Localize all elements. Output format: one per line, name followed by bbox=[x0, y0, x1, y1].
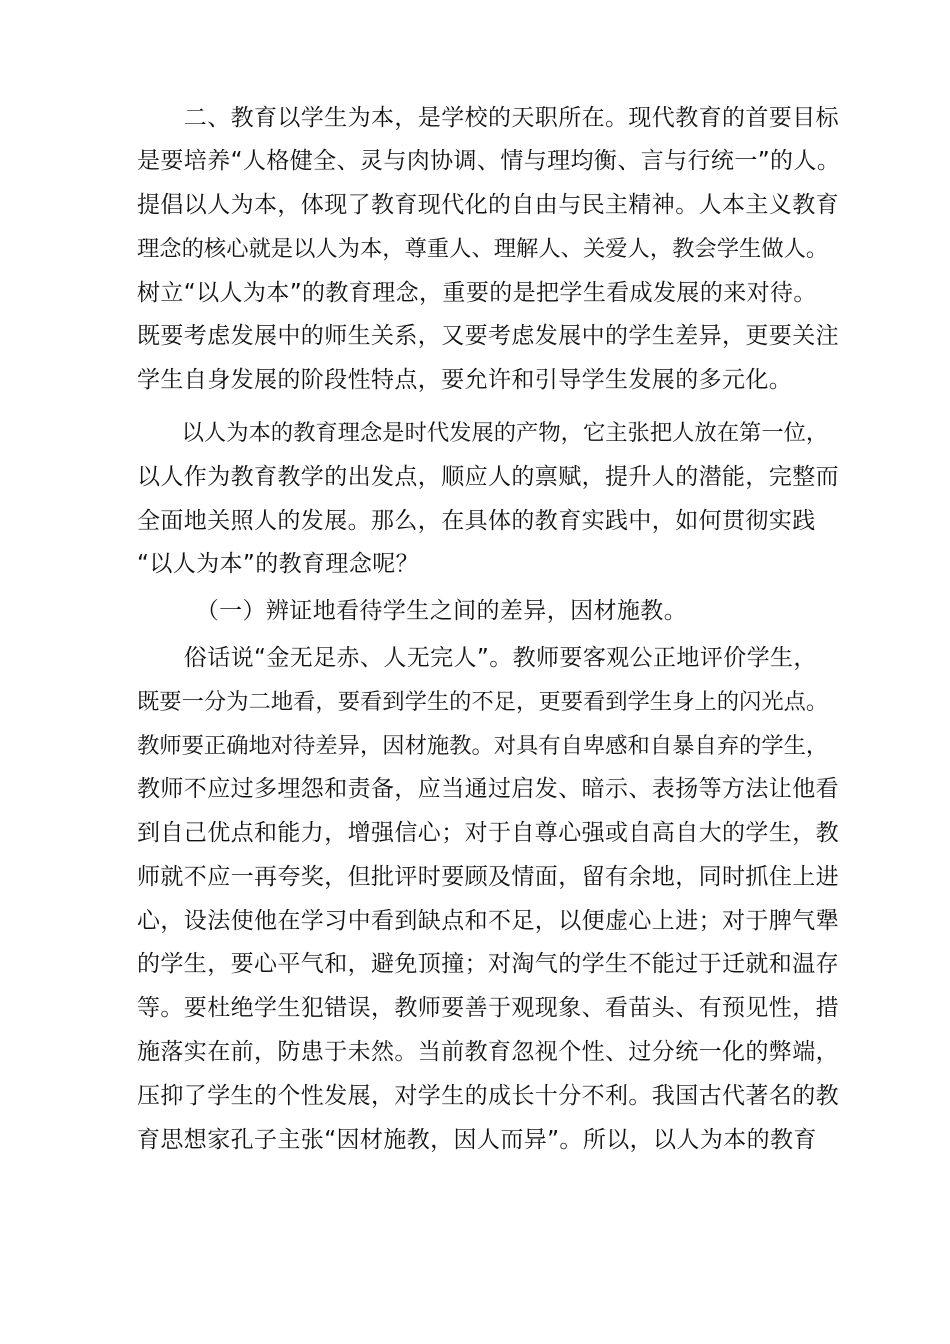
text-line: 理念的核心就是以人为本，尊重人、理解人、关爱人，教会学生做人。 bbox=[137, 236, 829, 262]
text-line: 师就不应一再夸奖，但批评时要顾及情面，留有余地，同时抓住上进 bbox=[137, 864, 839, 890]
text-line: 心，设法使他在学习中看到缺点和不足，以便虚心上进；对于脾气犟 bbox=[137, 908, 839, 934]
text-line: 树立“以人为本”的教育理念，重要的是把学生看成发展的来对待。 bbox=[137, 280, 817, 306]
text-line: 以人为本的教育理念是时代发展的产物，它主张把人放在第一位， bbox=[137, 420, 829, 446]
text-line: 既要一分为二地看，要看到学生的不足，更要看到学生身上的闪光点。 bbox=[137, 689, 829, 715]
text-line: 等。要杜绝学生犯错误，教师要善于观现象、看苗头、有预见性，措 bbox=[137, 995, 839, 1021]
text-line: 学生自身发展的阶段性特点，要允许和引导学生发展的多元化。 bbox=[137, 367, 793, 393]
text-line: 育思想家孔子主张“因材施教，因人而异”。所以，以人为本的教育 bbox=[137, 1127, 817, 1153]
text-line: 压抑了学生的个性发展，对学生的成长十分不利。我国古代著名的教 bbox=[137, 1083, 839, 1109]
text-line: 既要考虑发展中的师生关系，又要考虑发展中的学生差异，更要关注 bbox=[137, 323, 839, 349]
text-line: 施落实在前，防患于未然。当前教育忽视个性、过分统一化的弊端， bbox=[137, 1039, 839, 1065]
text-line: 的学生，要心平气和，避免顶撞；对淘气的学生不能过于迁就和温存 bbox=[137, 951, 839, 977]
text-line: 到自己优点和能力，增强信心；对于自尊心强或自高自大的学生，教 bbox=[137, 820, 839, 846]
text-line: 教师要正确地对待差异，因材施教。对具有自卑感和自暴自弃的学生， bbox=[137, 733, 829, 759]
text-line: 提倡以人为本，体现了教育现代化的自由与民主精神。人本主义教育 bbox=[137, 192, 839, 218]
text-line: 俗话说“金无足赤、人无完人”。教师要客观公正地评价学生， bbox=[137, 645, 817, 671]
text-line: 以人作为教育教学的出发点，顺应人的禀赋，提升人的潜能，完整而 bbox=[137, 464, 839, 490]
text-line: 教师不应过多埋怨和责备，应当通过启发、暗示、表扬等方法让他看 bbox=[137, 776, 839, 802]
text-line: 全面地关照人的发展。那么，在具体的教育实践中，如何贯彻实践 bbox=[137, 508, 816, 534]
text-line: “以人为本”的教育理念呢？ bbox=[137, 551, 420, 577]
text-line: 是要培养“人格健全、灵与肉协调、情与理均衡、言与行统一”的人。 bbox=[137, 148, 841, 174]
section-heading: （一）辨证地看待学生之间的差异，因材施教。 bbox=[137, 598, 688, 624]
text-line: 二、教育以学生为本，是学校的天职所在。现代教育的首要目标 bbox=[137, 105, 839, 131]
